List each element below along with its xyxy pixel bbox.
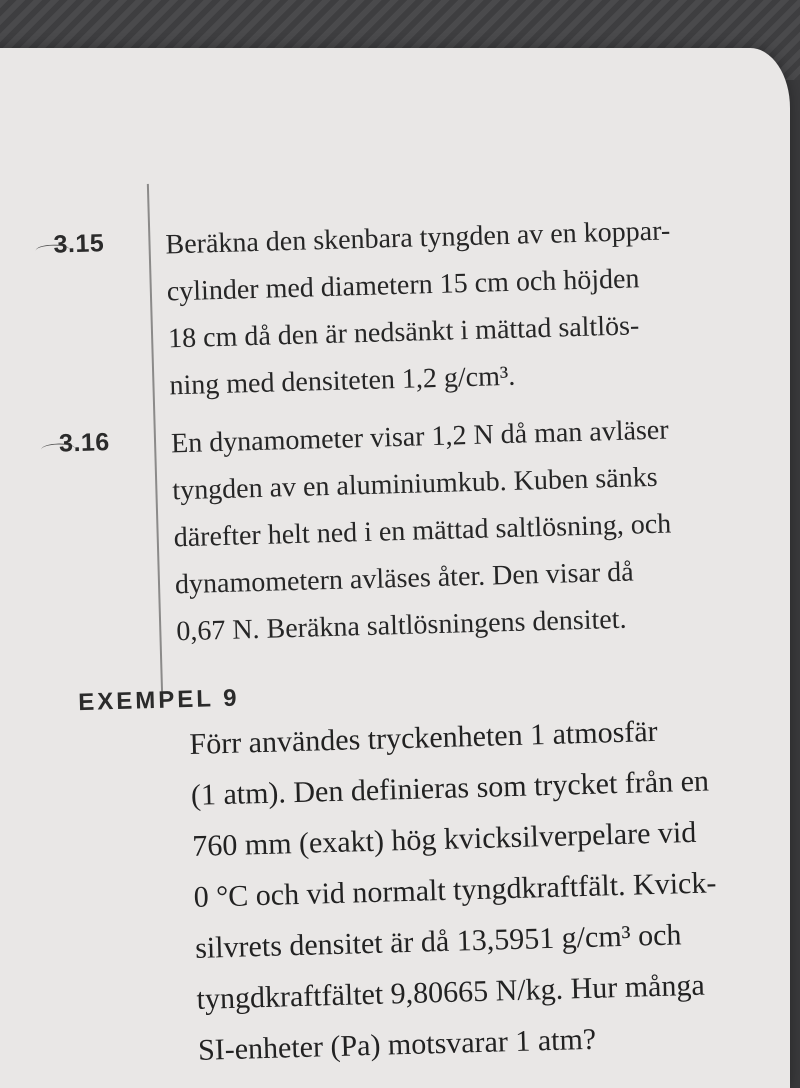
text-line: 0,67 N. Beräkna saltlösningens densitet.: [175, 603, 627, 648]
text-line: 0 °C och vid normalt tyngdkraftfält. Kvick-: [193, 866, 717, 914]
text-line: tyngden av en aluminiumkub. Kuben sänks: [171, 461, 658, 507]
problem-number: 3.15: [53, 229, 105, 259]
problem-3-16: [58, 403, 779, 648]
text-line: silvrets densitet är då 13,5951 g/cm³ och: [194, 918, 682, 965]
margin-rule: [147, 184, 164, 704]
problem-3-15: [53, 204, 773, 402]
book-page: [0, 48, 790, 1088]
page-content: [0, 48, 790, 1088]
text-line: SI-enheter (Pa) motsvarar 1 atm?: [197, 1022, 597, 1067]
problem-number: 3.16: [58, 428, 111, 458]
text-line: tyngdkraftfältet 9,80665 N/kg. Hur många: [196, 968, 706, 1016]
example-text: [189, 702, 790, 1076]
text-line: Beräkna den skenbara tyngden av en koppar-: [165, 215, 671, 261]
problem-text: [165, 205, 770, 410]
example-heading: EXEMPEL 9: [77, 684, 240, 717]
text-line: cylinder med diametern 15 cm och höjden: [166, 263, 640, 308]
text-line: En dynamometer visar 1,2 N då man avläser: [170, 414, 669, 460]
text-line: 18 cm då den är nedsänkt i mättad saltlös-: [167, 310, 640, 355]
text-line: Förr användes tryckenheten 1 atmosfär: [189, 714, 658, 761]
text-line: (1 atm). Den definieras som trycket från en: [190, 764, 710, 812]
text-line: ning med densiteten 1,2 g/cm³.: [169, 360, 516, 402]
problem-text: [170, 404, 776, 656]
text-line: 760 mm (exakt) hög kvicksilverpelare vid: [191, 815, 697, 863]
text-line: därefter helt ned i en mättad saltlösning, och: [173, 508, 672, 554]
text-line: dynamometern avläses åter. Den visar då: [174, 556, 635, 601]
